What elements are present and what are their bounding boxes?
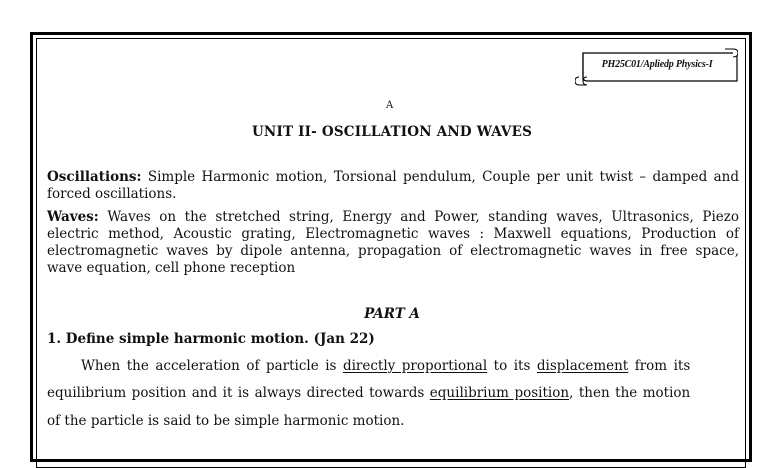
oscillations-heading: Oscillations: <box>47 169 142 185</box>
oscillations-text: Simple Harmonic motion, Torsional pendulum, Couple per unit twist – damped and forced oscillations. <box>47 169 740 202</box>
answer-text: from its <box>628 358 691 374</box>
answer-text: When the acceleration of particle is <box>81 358 343 374</box>
answer-underlined-term: equilibrium position <box>429 385 570 401</box>
question-1-heading: 1. Define simple harmonic motion. (Jan 22) <box>47 331 375 347</box>
waves-text: Waves on the stretched string, Energy and Power, standing waves, Ultrasonics, Piezo electric method, Acoustic grating, Electromagnetic waves : Maxwell equations, Production of electromagnetic waves by dipole antenna, propagation of electromagnetic waves in free space, wave equation, cell phone reception <box>47 209 739 276</box>
part-title: PART A <box>364 306 420 322</box>
answer-text: , then the motion <box>569 385 691 401</box>
section-letter: A <box>386 100 394 111</box>
course-code-scroll <box>575 47 738 87</box>
unit-title: UNIT II- OSCILLATION AND WAVES <box>251 124 533 140</box>
answer-text: to its <box>487 358 537 374</box>
answer-line-3: of the particle is said to be simple harmonic motion. <box>47 413 405 429</box>
syllabus-waves <box>47 209 739 277</box>
answer-underlined-term: displacement <box>536 358 629 374</box>
course-code-text: PH25C01/Apliedp Physics-I <box>601 59 713 70</box>
syllabus-oscillations <box>47 169 739 203</box>
answer-underlined-term: directly proportional <box>342 358 488 374</box>
waves-heading: Waves: <box>47 209 99 225</box>
answer-line-2 <box>47 385 739 401</box>
answer-line-1 <box>47 358 739 374</box>
answer-text: equilibrium position and it is always directed towards <box>47 385 430 401</box>
